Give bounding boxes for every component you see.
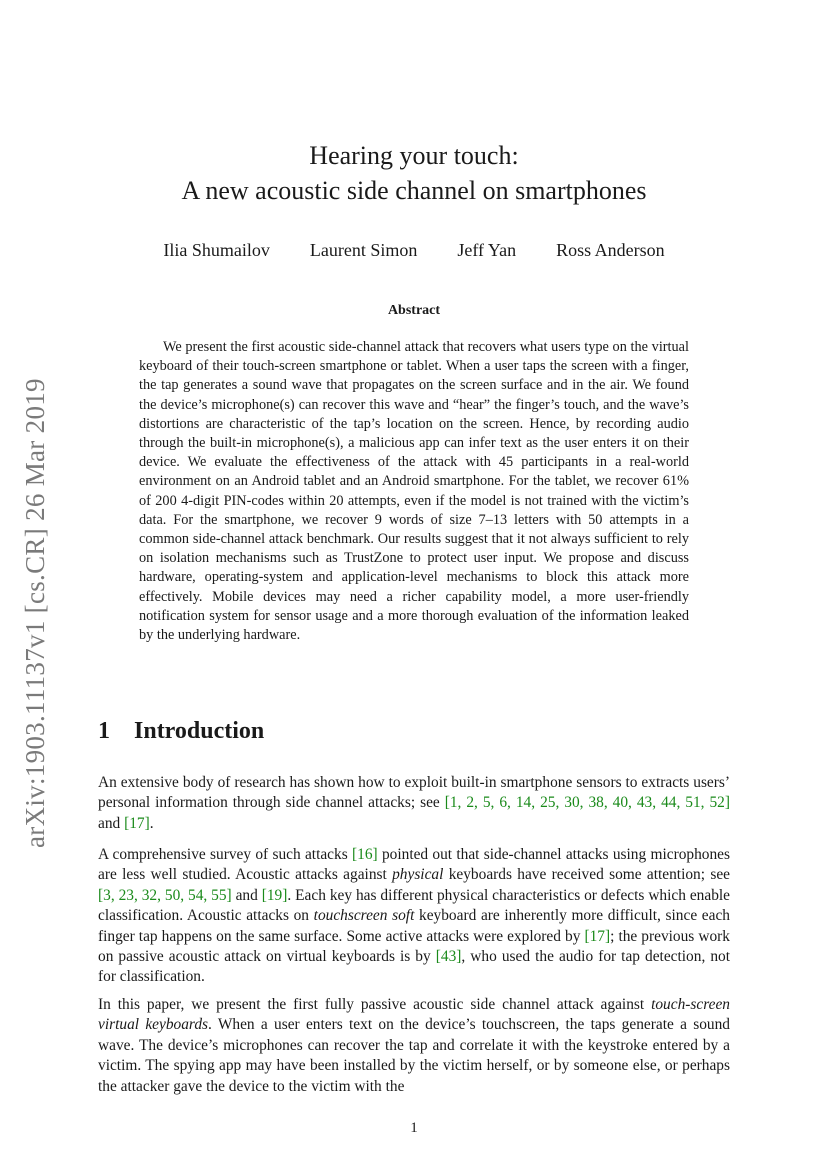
citation-link[interactable]: [19] bbox=[261, 886, 288, 904]
author-name: Ross Anderson bbox=[556, 240, 665, 260]
emphasis-text: touch-screen virtual keyboards bbox=[98, 996, 730, 1034]
paragraph-3 bbox=[98, 995, 730, 1097]
text-run: pointed out that side-channel attacks using microphones are less well studied. Acoustic attacks against bbox=[98, 846, 730, 884]
text-run: keyboards have received some attention; see bbox=[443, 866, 730, 884]
emphasis-text: touchscreen soft bbox=[313, 907, 415, 925]
arxiv-stamp: arXiv:1903.11137v1 [cs.CR] 26 Mar 2019 bbox=[20, 378, 50, 848]
author-name: Jeff Yan bbox=[457, 240, 517, 260]
title-line-2: A new acoustic side channel on smartphones bbox=[181, 176, 647, 205]
title-line-1: Hearing your touch: bbox=[309, 141, 519, 170]
section-heading bbox=[98, 718, 264, 745]
author-name: Ilia Shumailov bbox=[163, 240, 270, 260]
abstract-heading: Abstract bbox=[387, 303, 441, 318]
text-run: , who used the audio for tap detection, not for classification. bbox=[98, 948, 730, 986]
abstract-body: We present the first acoustic side-channel attack that recovers what users type on the virtual keyboard of their touch-screen smartphone or tablet. When a user taps the screen with a finger, the tap generates a sound wave that propagates on the screen surface and in the air. We found the device’s microphone(s) can recover this wave and “hear” the finger’s touch, and the wave’s distortions are characteristic of the tap’s location on the screen. Hence, by recording audio through the built-in microphone(s), a malicious app can infer text as the user enters it on their device. We evaluate the effectiveness of the attack with 45 participants in a real-world environment on an Android tablet and an Android smartphone. For the tablet, we recover 61% of 200 4-digit PIN-codes within 20 attempts, even if the model is not trained with the victim’s data. For the smartphone, we recover 9 words of size 7–13 letters with 50 attempts in a common side-channel attack benchmark. Our results suggest that it not always sufficient to rely on isolation mechanisms such as TrustZone to protect user input. We propose and discuss hardware, operating-system and application-level mechanisms to block this attack more effectively. Mobile devices may need a richer capability model, a more user-friendly notification system for sensor usage and a more thorough evaluation of the information leaked by the underlying hardware. bbox=[139, 339, 689, 644]
emphasis-text: physical bbox=[392, 866, 444, 884]
text-run: and bbox=[231, 886, 262, 904]
text-run: In this paper, we present the first fully passive acoustic side channel attack against bbox=[98, 996, 652, 1013]
text-run: ; the previous work on passive acoustic attack on virtual keyboards is by bbox=[98, 927, 730, 966]
citation-link[interactable]: [43] bbox=[435, 948, 462, 966]
text-run: A comprehensive survey of such attacks bbox=[98, 846, 352, 863]
text-run: and bbox=[98, 814, 125, 832]
page-number: 1 bbox=[410, 1120, 418, 1136]
section-title: Introduction bbox=[134, 718, 265, 744]
section-number: 1 bbox=[98, 718, 110, 744]
citation-link[interactable]: [17] bbox=[124, 814, 150, 832]
citation-link[interactable]: [1, 2, 5, 6, 14, 25, 30, 38, 40, 43, 44, 51, 52] bbox=[444, 794, 730, 812]
citation-link[interactable]: [17] bbox=[584, 927, 611, 945]
paragraph-2 bbox=[98, 845, 730, 988]
paper-title bbox=[0, 138, 828, 208]
citation-link[interactable]: [3, 23, 32, 50, 54, 55] bbox=[98, 886, 232, 904]
paragraph-1 bbox=[98, 773, 730, 834]
text-run: . Each key has different physical characteristics or defects which enable classification. Acoustic attacks on bbox=[98, 886, 730, 925]
citation-link[interactable]: [16] bbox=[352, 846, 378, 863]
author-list bbox=[0, 240, 828, 261]
text-run: keyboard are inherently more difficult, since each finger tap happens on the same surface. Some active attacks were explored by bbox=[98, 907, 730, 945]
text-run: . When a user enters text on the device’s touchscreen, the taps generate a sound wave. The device’s microphones can recover the tap and correlate it with the keystroke entered by a victim. The spying app may have been installed by the victim herself, or by someone else, or perhaps the attacker gave the device to the victim with the bbox=[98, 1016, 730, 1095]
text-run: . bbox=[149, 814, 154, 832]
text-run: An extensive body of research has shown how to exploit built-in smartphone sensors to extracts users’ personal information through side channel attacks; see bbox=[98, 774, 730, 812]
author-name: Laurent Simon bbox=[309, 240, 418, 260]
